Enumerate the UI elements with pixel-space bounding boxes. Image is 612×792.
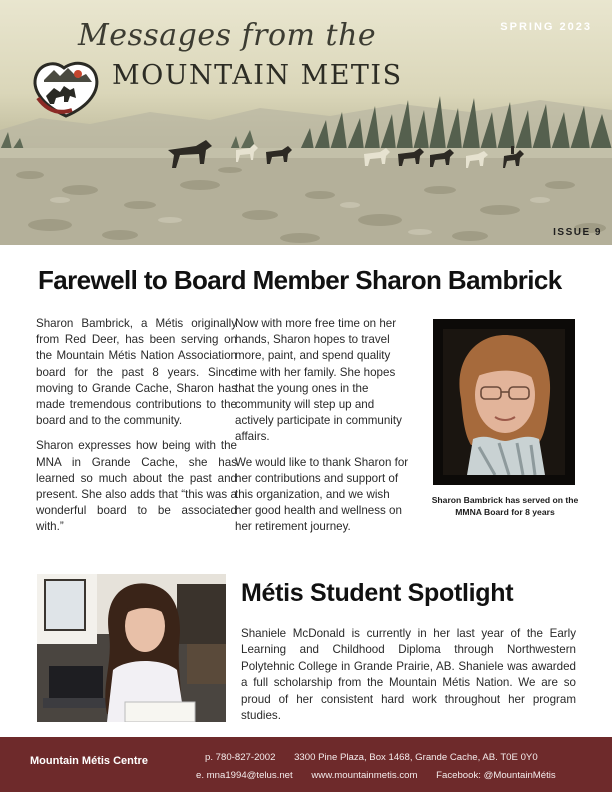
newsletter-title-line1: Messages from the [78, 18, 377, 53]
paragraph: We would like to thank Sharon for her contributions and support of this organization, and we wish her good health and wellness on her retirement journey. [235, 455, 409, 534]
footer-bar [0, 737, 612, 792]
portrait-photo-frame [433, 319, 575, 485]
paragraph: Now with more free time on her hands, Sharon hopes to travel more, paint, and spend quality time with her family. She hopes that the young ones in the community will step up and actively participate in community affairs. [235, 317, 402, 444]
footer-organization: Mountain Métis Centre [30, 755, 148, 767]
student-photo [37, 574, 226, 722]
footer-links-row [196, 770, 572, 781]
article-column-2 [235, 316, 409, 545]
footer-email-link[interactable]: e. mna1994@telus.net [196, 770, 293, 781]
sharon-portrait-photo [443, 329, 565, 475]
newsletter-title-line2: MOUNTAIN METIS [112, 60, 403, 91]
article-headline-student-spotlight: Métis Student Spotlight [241, 579, 514, 607]
season-label: SPRING 2023 [500, 21, 592, 33]
footer-address: 3300 Pine Plaza, Box 1468, Grande Cache, AB. T0E 0Y0 [294, 752, 538, 763]
footer-phone: p. 780-827-2002 [205, 752, 276, 763]
shaniele-photo [37, 574, 226, 722]
footer-website-link[interactable]: www.mountainmetis.com [311, 770, 418, 781]
paragraph: Sharon Bambrick, a Métis originally from Red Deer, has been serving on the Mountain Métis Nation Association board for the past 8 years. Since moving to Grande Cache, Sharon has made tremendous contributions to the board and to the community. [36, 317, 237, 428]
article-column-1 [36, 316, 237, 545]
issue-label: ISSUE 9 [553, 227, 602, 238]
student-spotlight-body: Shaniele McDonald is currently in her last year of the Early Learning and Childhood Diploma through Northwestern Polytehnic College in Grande Prairie, AB. Shaniele was awarded a full scholarship from the Mountain Métis Nation. We are so proud of her consistent hard work throughout her program studies. [241, 627, 576, 723]
portrait-caption: Sharon Bambrick has served on the MMNA Board for 8 years [431, 495, 579, 517]
footer-contact-row [205, 752, 554, 763]
paragraph: Sharon expresses how being with the MNA in Grande Cache, she has learned so much about the past and present. She also adds that “this was a wonderful board to be associated with.” [36, 439, 237, 534]
article-headline-farewell: Farewell to Board Member Sharon Bambrick [38, 265, 562, 295]
header-banner [0, 0, 612, 245]
mountain-metis-logo [30, 58, 102, 120]
footer-facebook-link[interactable]: Facebook: @MountainMétis [436, 770, 556, 781]
